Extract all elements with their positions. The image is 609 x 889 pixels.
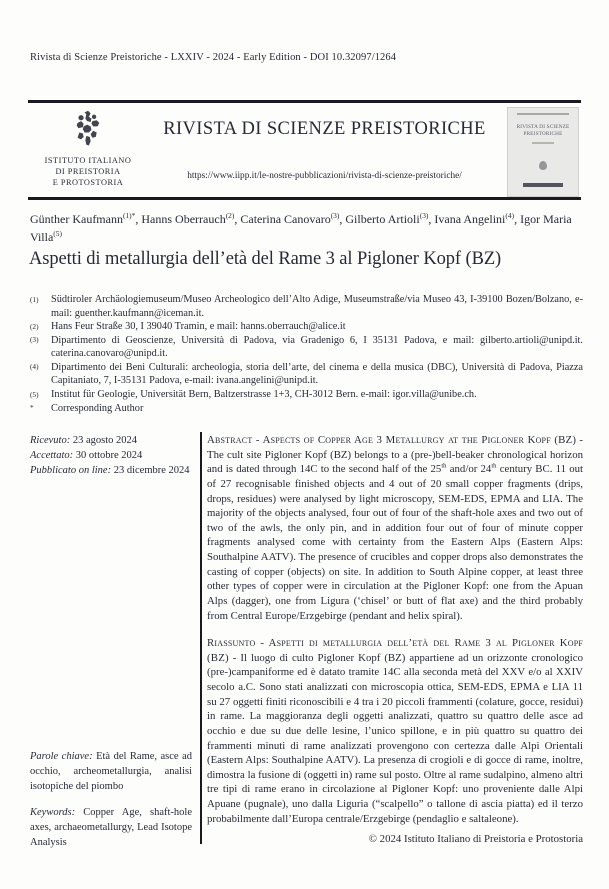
institute-logo bbox=[28, 103, 148, 197]
cover-title: RIVISTA DI SCIENZE PREISTORICHE bbox=[516, 123, 570, 138]
abstract-column bbox=[207, 433, 584, 845]
affiliations-list bbox=[30, 293, 583, 415]
received-date: Ricevuto: 23 agosto 2024 bbox=[30, 435, 138, 446]
affiliation-marker: * bbox=[30, 403, 34, 413]
author: Hanns Oberrauch$^{(2)}$, bbox=[141, 211, 241, 226]
affiliation-item bbox=[30, 361, 583, 388]
affiliation-text: Dipartimento di Geoscienze, Università di Padova, via Gradenigo 6, I 35131 Padova, e mail: gilberto.artioli@unipd.it. caterina.canovaro@unipd.it. bbox=[51, 334, 583, 360]
affiliation-marker: (1) bbox=[30, 294, 39, 304]
affiliation-item bbox=[30, 388, 583, 402]
affiliation-marker: (5) bbox=[30, 389, 39, 399]
institute-name-line: E PROTOSTORIA bbox=[52, 177, 124, 187]
author-affiliation-marker: (3) bbox=[330, 211, 340, 220]
author-affiliation-marker: (2) bbox=[225, 211, 235, 220]
author-affiliation-marker: (3) bbox=[419, 211, 429, 220]
cover-emblem-icon bbox=[539, 161, 547, 170]
masthead-center bbox=[148, 103, 501, 197]
affiliation-text: Dipartimento dei Beni Culturali: archeologia, storia dell’arte, del cinema e della musica (DBC), Università di Padova, Piazza Capitaniato, 7, I-35131 Padova, e-mail: ivana.angelini@unipd.it. bbox=[51, 361, 583, 387]
affiliation-item bbox=[30, 320, 583, 334]
author: Ivana Angelini$^{(4)}$, bbox=[434, 211, 521, 226]
two-column-section bbox=[30, 430, 583, 850]
affiliation-text: Südtiroler Archäologiemuseum/Museo Archeologico dell’Alto Adige, Museumstraße/via Museo 43, I-39100 Bozen/Bolzano, e-mail: guenther.kaufmann@iceman.it. bbox=[51, 294, 583, 319]
abstract-paragraph: Abstract - Aspects of Copper Age 3 Metallurgy at the Pigloner Kopf (BZ) - The cult site Pigloner Kopf (BZ) belongs to a (pre-)bell-beaker chronological horizon and is dated through 14C to the second half of the 25th and/or 24th century BC. 11 out of 27 recognisable finished objects and 4 out of 20 small copper fragments (drips, drops, residues) were analysed by light microscopy, SEM-EDS, EPMA and LIA. The majority of the objects analysed, four out of four of the shaft-hole axes and two out of two of the awls, the only pin, and in addition four out of four of minute copper fragments analysed come with certainty from the Eastern Alps (Eastern Alps: Southalpine AATV). The presence of crucibles and copper drops also demonstrates the casting of copper (objects) on site. In addition to South Alpine copper, at least three other types of copper were in circulation at the Pigloner Kopf: one from the Apuan Alps (dagger), one from Ligura (‘chisel’ or butt of flat axe) and the third probably from Central Europe/Erzgebirge (pendant and helix spiral). bbox=[207, 434, 584, 622]
riassunto-paragraph: Riassunto - Aspetti di metallurgia dell’età del Rame 3 al Pigloner Kopf (BZ) - Il luogo di culto Pigloner Kopf (BZ) appartiene ad un orizzonte cronologico (pre-)campaniforme ed è datato tramite 14C alla seconda metà del XXV e/o al XXIV secolo a.C. Sono stati analizzati con microscopia ottica, SEM-EDS, EPMA e LIA 11 su 27 oggetti finiti riconoscibili e 4 tra i 20 piccoli frammenti (colature, gocce, residui) in rame. La maggioranza degli oggetti analizzati, quattro su quattro delle asce ad occhio e due su due delle lesine, l’unico spillone, e in più quattro su quattro dei frammenti minuti di rame analizzati provengono con certezza dalle Alpi Orientali (Eastern Alps: Southalpine AATV). La presenza di crogioli e di gocce di rame, inoltre, dimostra la fusione di (oggetti in) rame sul posto. Oltre al rame sudalpino, almeno altri tre tipi di rame erano in circolazione al Pigloner Kopf: uno proveniente dalle Alpi Apuane (pugnale), uno dalla Liguria (“scalpello” o tallone di ascia piatta) ed il terzo probabilmente dall’Europa centrale/Erzgebirge (pendaglio e saltaleone). bbox=[207, 637, 583, 825]
author: Günther Kaufmann$^{(1)*}$, bbox=[30, 211, 142, 226]
affiliation-item bbox=[30, 334, 583, 361]
affiliation-text: Corresponding Author bbox=[51, 402, 144, 414]
copyright-notice: © 2024 Istituto Italiano di Preistoria e Protostoria bbox=[368, 833, 583, 845]
riassunto-heading: Riassunto - Aspetti di metallurgia dell’età del Rame 3 al Pigloner Kopf (BZ) bbox=[207, 637, 583, 664]
authors-line bbox=[30, 210, 582, 246]
keywords-english: Keywords: Copper Age, shaft-hole axes, archaeometallurgy, Lead Isotope Analysis bbox=[30, 806, 192, 849]
keywords-block bbox=[30, 749, 192, 850]
affiliation-item bbox=[30, 293, 583, 320]
cover-subtitle-line bbox=[532, 142, 554, 144]
institute-name bbox=[45, 156, 132, 188]
abstract-heading: Abstract - Aspects of Copper Age 3 Metallurgy at the Pigloner Kopf (BZ) bbox=[207, 434, 577, 446]
journal-cover-thumbnail bbox=[507, 107, 579, 197]
journal-title: RIVISTA DI SCIENZE PREISTORICHE bbox=[163, 119, 486, 139]
published-online-date: Pubblicato on line: 23 dicembre 2024 bbox=[30, 465, 190, 477]
author-affiliation-marker: (5) bbox=[53, 229, 62, 238]
author: Caterina Canovaro$^{(3)}$, bbox=[240, 211, 346, 226]
author-affiliation-marker: (4) bbox=[505, 211, 515, 220]
affiliation-text: Institut für Geologie, Universität Bern, Baltzerstrasse 1+3, CH-3012 Bern. e-mail: igor.villa@unibe.ch. bbox=[51, 389, 477, 401]
author: Igor Maria Villa$^{(5)}$ bbox=[30, 212, 572, 244]
cover-bottom-bar bbox=[523, 183, 563, 187]
keywords-italian: Parole chiave: Età del Rame, asce ad occhio, archeometallurgia, analisi isotopiche del piombo bbox=[30, 751, 192, 793]
cover-top-line bbox=[517, 113, 569, 115]
author-affiliation-marker: (1)* bbox=[122, 211, 136, 220]
accepted-date: Accettato: 30 ottobre 2024 bbox=[30, 450, 143, 462]
author: Gilberto Artioli$^{(3)}$, bbox=[345, 211, 435, 226]
affiliation-marker: (2) bbox=[30, 321, 39, 331]
affiliation-marker: (4) bbox=[30, 362, 39, 372]
affiliation-marker: (3) bbox=[30, 335, 39, 345]
institute-name-line: DI PREISTORIA bbox=[55, 166, 121, 176]
article-meta-column bbox=[30, 433, 192, 849]
institute-emblem-icon bbox=[70, 109, 106, 154]
affiliation-text: Hans Feur Straße 30, I 39040 Tramin, e mail: hanns.oberrauch@alice.it bbox=[51, 321, 346, 333]
journal-url-link[interactable]: https://www.iipp.it/le-nostre-pubblicazioni/rivista-di-scienze-preistoriche/ bbox=[187, 171, 462, 181]
column-divider bbox=[200, 432, 202, 844]
institute-name-line: ISTITUTO ITALIANO bbox=[44, 156, 132, 165]
affiliation-item bbox=[30, 402, 583, 416]
journal-masthead bbox=[28, 100, 581, 200]
running-head: Rivista di Scienze Preistoriche - LXXIV - 2024 - Early Edition - DOI 10.32097/1264 bbox=[30, 52, 397, 63]
article-title: Aspetti di metallurgia dell’età del Rame 3 al Pigloner Kopf (BZ) bbox=[29, 249, 502, 269]
